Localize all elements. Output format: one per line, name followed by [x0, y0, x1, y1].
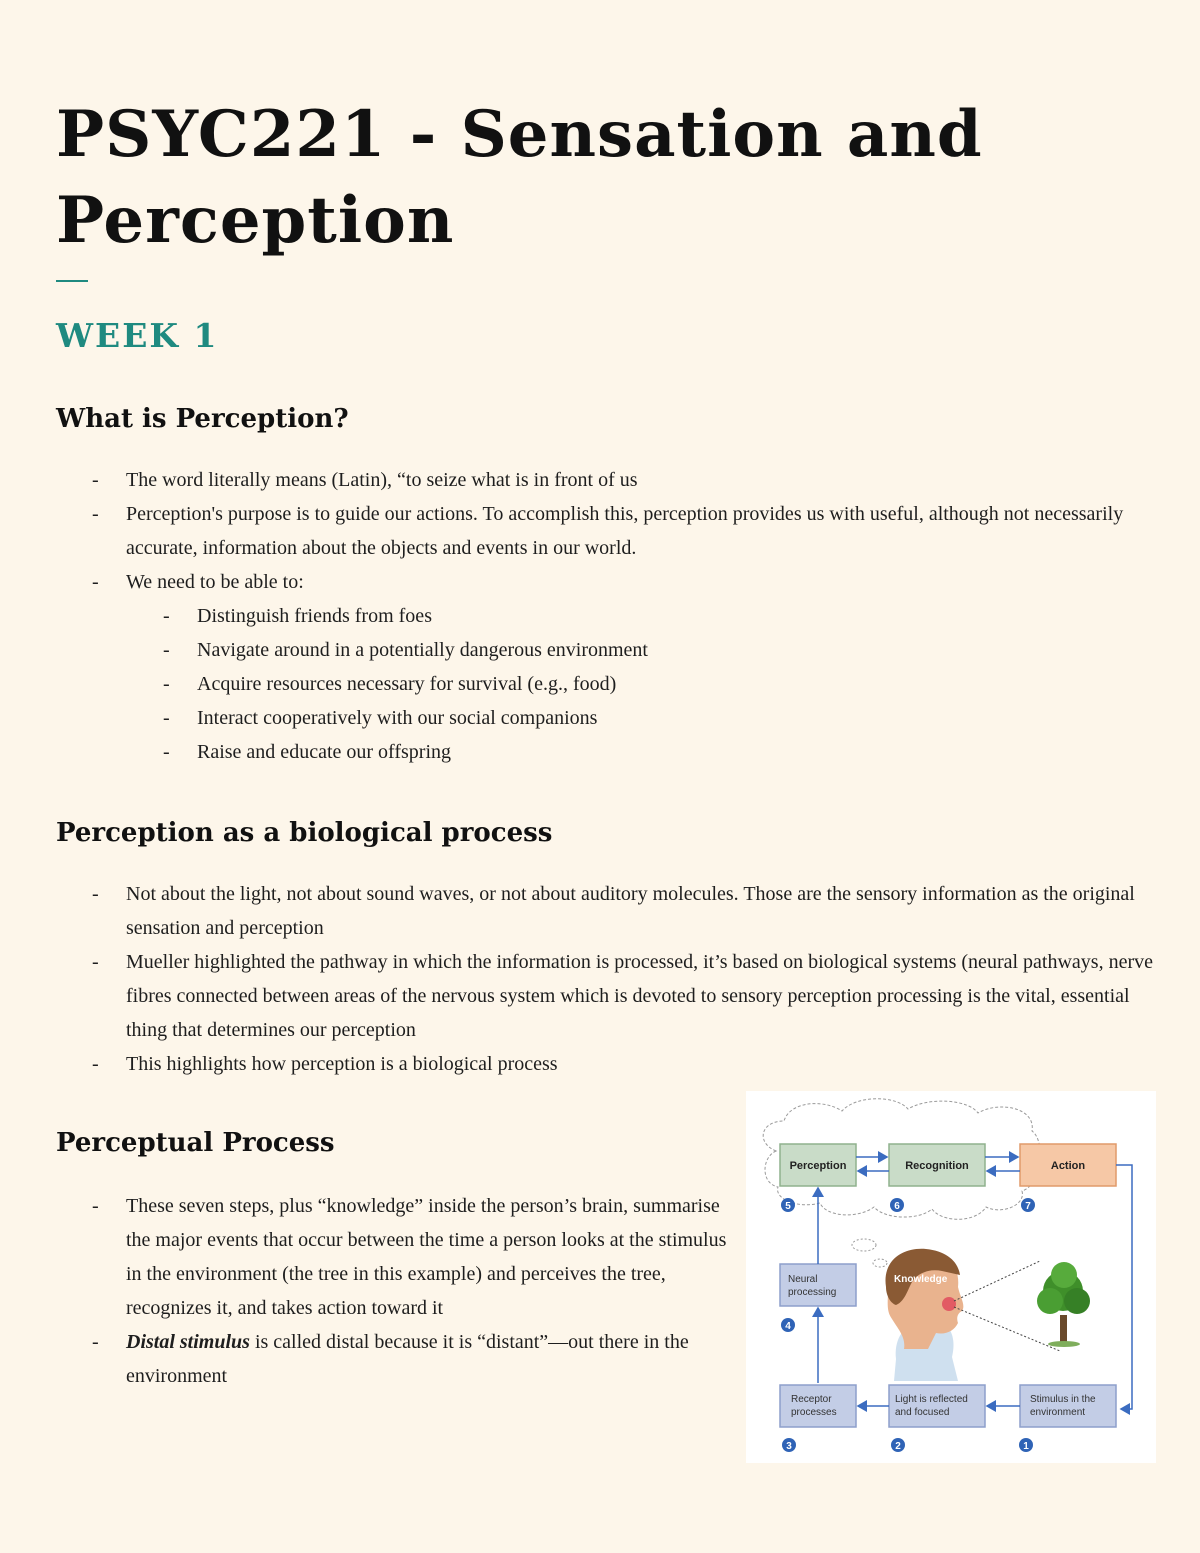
section1-list [56, 463, 1156, 769]
sight-line-bottom [954, 1307, 1060, 1351]
thought-bubble-small [873, 1259, 887, 1267]
list-item: - The word literally means (Latin), “to seize what is in front of us [56, 463, 1156, 497]
section3-list [56, 1189, 728, 1393]
neural-label-2: processing [788, 1287, 837, 1298]
list-item: - Perception's purpose is to guide our actions. To accomplish this, perception provides us with useful, although not necessarily accurate, information about the objects and events in our world. [56, 497, 1156, 565]
action-label: Action [1050, 1160, 1086, 1172]
list-item: - This highlights how perception is a biological process [56, 1047, 1156, 1081]
svg-text:6: 6 [894, 1201, 900, 1212]
step-badge-3 [782, 1438, 796, 1452]
step-badge-4 [781, 1318, 795, 1332]
perception-label: Perception [789, 1160, 847, 1172]
week-heading: WEEK 1 [56, 316, 219, 355]
svg-text:1: 1 [1023, 1441, 1029, 1452]
receptor-label-2: processes [791, 1407, 837, 1418]
receptor-label-1: Receptor [791, 1394, 832, 1405]
recognition-label: Recognition [905, 1160, 969, 1172]
light-reflected-box [889, 1385, 985, 1427]
eye-highlight [942, 1297, 956, 1311]
arrow-action-to-stimulus [1116, 1165, 1132, 1409]
list-item: - Not about the light, not about sound waves, or not about auditory molecules. Those are the sensory information as the original sensation and perception [56, 877, 1156, 945]
stimulus-label-1: Stimulus in the [1030, 1394, 1096, 1405]
section1-sublist [56, 599, 1156, 769]
neural-label-1: Neural [788, 1274, 818, 1285]
neural-processing-box [780, 1264, 856, 1306]
sublist-item: - Distinguish friends from foes [127, 599, 1156, 633]
person-head [885, 1249, 963, 1381]
receptor-processes-box [780, 1385, 856, 1427]
tree-icon [1037, 1262, 1090, 1347]
section2-list [56, 877, 1156, 1081]
stimulus-environment-box [1020, 1385, 1116, 1427]
svg-text:4: 4 [785, 1321, 791, 1332]
step-badge-1 [1019, 1438, 1033, 1452]
step-badge-7 [1021, 1198, 1035, 1212]
light-label-2: and focused [895, 1407, 950, 1418]
thought-bubble-large [852, 1239, 876, 1251]
perceptual-process-diagram [746, 1091, 1156, 1463]
distal-stimulus-term: Distal stimulus [126, 1331, 250, 1353]
sublist-item: - Interact cooperatively with our social companions [127, 701, 1156, 735]
stimulus-label-2: environment [1030, 1407, 1086, 1418]
step-badge-5 [781, 1198, 795, 1212]
step-badge-6 [890, 1198, 904, 1212]
list-item: - Distal stimulus is called distal because it is “distant”—out there in the environment [56, 1325, 728, 1393]
title-divider [56, 280, 88, 282]
sight-line-top [954, 1261, 1040, 1301]
section-heading-what-is-perception: What is Perception? [56, 404, 349, 434]
section-heading-perceptual-process: Perceptual Process [56, 1128, 335, 1158]
list-item: - Mueller highlighted the pathway in which the information is processed, it’s based on biological systems (neural pathways, nerve fibres connected between areas of the nervous system which is devoted to sensory perception processing is the vital, essential thing that determines our perception [56, 945, 1156, 1047]
document-title: PSYC221 - Sensation and Perception [56, 97, 983, 258]
svg-text:2: 2 [895, 1441, 901, 1452]
sublist-item: - Acquire resources necessary for survival (e.g., food) [127, 667, 1156, 701]
svg-text:5: 5 [785, 1201, 791, 1212]
svg-text:3: 3 [786, 1441, 792, 1452]
svg-text:7: 7 [1025, 1201, 1031, 1212]
knowledge-label: Knowledge [894, 1274, 948, 1285]
list-item: - We need to be able to: [56, 565, 1156, 599]
sublist-item: - Raise and educate our offspring [127, 735, 1156, 769]
diagram-svg [746, 1091, 1156, 1463]
light-label-1: Light is reflected [895, 1394, 968, 1405]
step-badge-2 [891, 1438, 905, 1452]
section-heading-biological-process: Perception as a biological process [56, 818, 553, 848]
sublist-item: - Navigate around in a potentially dangerous environment [127, 633, 1156, 667]
list-item: - These seven steps, plus “knowledge” inside the person’s brain, summarise the major events that occur between the time a person looks at the stimulus in the environment (the tree in this example) and perceives the tree, recognizes it, and takes action toward it [56, 1189, 728, 1325]
sublist-container [56, 599, 1156, 769]
